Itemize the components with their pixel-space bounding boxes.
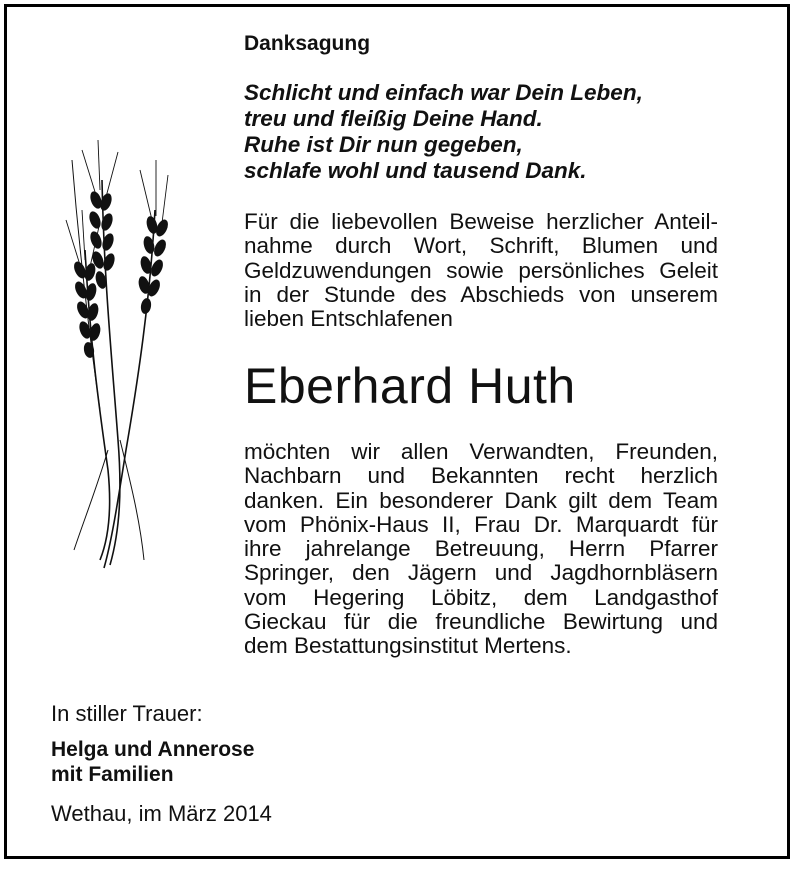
text-line: möchten wir allen Verwandten, Freunden,	[244, 440, 718, 464]
deceased-name: Eberhard Huth	[244, 358, 576, 414]
text-line: Gieckau für die freundliche Bewirtung und	[244, 610, 718, 635]
text-line: lieben Entschlafenen	[244, 307, 453, 332]
text-line: Für die liebevollen Beweise herzlicher Anteil-	[244, 210, 718, 234]
thanks-paragraph	[244, 440, 718, 659]
poem-line: schlafe wohl und tausend Dank.	[244, 158, 587, 183]
text-line: nahme durch Wort, Schrift, Blumen und	[244, 234, 718, 259]
family-line: Helga und Annerose	[51, 738, 255, 761]
poem-line: Schlicht und einfach war Dein Leben,	[244, 80, 643, 105]
text-line: Nachbarn und Bekannten recht herzlich	[244, 464, 718, 489]
text-line: dem Bestattungsinstitut Mertens.	[244, 634, 572, 659]
heading-danksagung: Danksagung	[244, 32, 371, 55]
text-line: Geldzuwendungen sowie persönliches Geleit	[244, 258, 718, 283]
text-line: ihre jahrelange Betreuung, Herrn Pfarrer	[244, 537, 718, 562]
text-line: danken. Ein besonderer Dank gilt dem Team	[244, 488, 718, 513]
family-line: mit Familien	[51, 763, 174, 786]
text-line: Springer, den Jägern und Jagdhornbläsern	[244, 561, 718, 586]
family-signature	[51, 737, 254, 787]
intro-paragraph	[244, 210, 718, 331]
text-line: in der Stunde des Abschieds von unserem	[244, 282, 718, 307]
poem-line: Ruhe ist Dir nun gegeben,	[244, 132, 523, 157]
text-line: vom Phönix-Haus II, Frau Dr. Marquardt für	[244, 512, 718, 537]
mourning-label: In stiller Trauer:	[51, 701, 203, 726]
place-date: Wethau, im März 2014	[51, 801, 272, 826]
wheat-ears-icon	[60, 140, 170, 575]
poem-verse	[244, 80, 643, 184]
text-line: vom Hegering Löbitz, dem Landgasthof	[244, 585, 718, 610]
poem-line: treu und fleißig Deine Hand.	[244, 106, 543, 131]
